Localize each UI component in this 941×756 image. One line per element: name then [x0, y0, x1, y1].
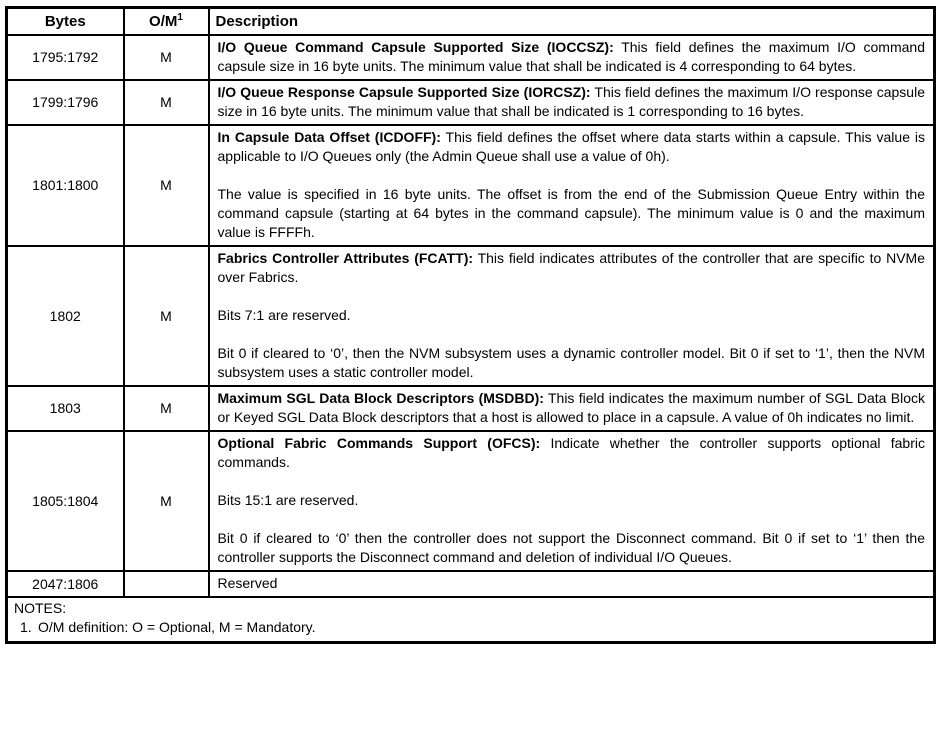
bytes-cell: 1805:1804: [7, 431, 124, 571]
description-cell: Reserved: [209, 571, 935, 597]
field-text: Indicate whether the controller supports optional fabric commands.: [217, 435, 925, 470]
description-paragraph: Bit 0 if cleared to ‘0’ then the controller does not support the Disconnect command. Bit 0 if set to ‘1’ then the controller supports the Disconnect command and deletion of individual I/O Queues.: [217, 530, 925, 565]
description-cell: [209, 35, 935, 80]
description-paragraph: [218, 38, 926, 76]
table-header-row: [7, 8, 935, 36]
om-cell: M: [124, 125, 209, 246]
om-cell: M: [124, 246, 209, 386]
bytes-cell: 1803: [7, 386, 124, 431]
om-cell: M: [124, 80, 209, 125]
bytes-cell: 1799:1796: [7, 80, 124, 125]
header-om-label: O/M: [149, 13, 178, 30]
table-row-icdoff: [7, 125, 935, 246]
om-footnote-marker: 1: [177, 12, 183, 23]
description-paragraph: Bits 15:1 are reserved.: [217, 492, 359, 508]
note-text: O/M definition: O = Optional, M = Mandatory.: [38, 619, 316, 635]
bytes-cell: 1802: [7, 246, 124, 386]
description-paragraph: [218, 434, 926, 472]
description-paragraph: [218, 389, 926, 427]
field-name: I/O Queue Response Capsule Supported Size (IORCSZ):: [217, 84, 591, 100]
bytes-cell: 2047:1806: [7, 571, 124, 597]
description-cell: [209, 386, 935, 431]
description-paragraph: Bit 0 if cleared to ‘0’, then the NVM subsystem uses a dynamic controller model. Bit 0 if set to ‘1’, then the NVM subsystem uses a static controller model.: [217, 345, 925, 380]
table-row-reserved: [7, 571, 935, 597]
notes-cell: [7, 597, 935, 643]
description-cell: [209, 246, 935, 386]
note-item: [14, 618, 927, 637]
table-row-iorcsz: [7, 80, 935, 125]
field-text: This field indicates attributes of the controller that are specific to NVMe over Fabrics.: [217, 250, 925, 285]
description-paragraph: [218, 83, 926, 121]
om-cell: [124, 571, 209, 597]
field-name: Fabrics Controller Attributes (FCATT):: [217, 250, 474, 266]
identify-controller-fields-table: [5, 6, 936, 644]
field-name: Optional Fabric Commands Support (OFCS):: [217, 435, 541, 451]
field-text: This field defines the offset where data starts within a capsule. This value is applicable to I/O Queues only (the Admin Queue shall use a value of 0h).: [217, 129, 925, 164]
note-number: 1.: [20, 619, 32, 635]
table-row-fcatt: [7, 246, 935, 386]
description-cell: [209, 431, 935, 571]
field-name: I/O Queue Command Capsule Supported Size (IOCCSZ):: [217, 39, 614, 55]
header-description: Description: [209, 8, 935, 36]
field-name: Maximum SGL Data Block Descriptors (MSDBD):: [217, 390, 544, 406]
header-om: [124, 8, 209, 36]
description-paragraph: [218, 249, 926, 287]
header-bytes: Bytes: [7, 8, 124, 36]
table-row-ofcs: [7, 431, 935, 571]
description-paragraph: [218, 128, 926, 166]
notes-label: NOTES:: [14, 600, 67, 616]
bytes-cell: 1801:1800: [7, 125, 124, 246]
bytes-cell: 1795:1792: [7, 35, 124, 80]
table-notes-row: [7, 597, 935, 643]
table-row-ioccsz: [7, 35, 935, 80]
table-row-msdbd: [7, 386, 935, 431]
description-paragraph: The value is specified in 16 byte units. The offset is from the end of the Submission Queue Entry within the command capsule (starting at 64 bytes in the command capsule). The minimum value is 0 and the maximum value is FFFFh.: [217, 186, 925, 240]
field-name: In Capsule Data Offset (ICDOFF):: [217, 129, 441, 145]
om-cell: M: [124, 386, 209, 431]
field-text: This field defines the maximum I/O command capsule size in 16 byte units. The minimum value that shall be indicated is 4 corresponding to 64 bytes.: [217, 39, 925, 74]
description-cell: [209, 125, 935, 246]
field-text: This field defines the maximum I/O response capsule size in 16 byte units. The minimum value that shall be indicated is 1 corresponding to 16 bytes.: [217, 84, 925, 119]
description-paragraph: Bits 7:1 are reserved.: [217, 307, 351, 323]
om-cell: M: [124, 35, 209, 80]
om-cell: M: [124, 431, 209, 571]
description-cell: [209, 80, 935, 125]
field-text: This field indicates the maximum number of SGL Data Block or Keyed SGL Data Block descriptors that a host is allowed to place in a capsule. A value of 0h indicates no limit.: [217, 390, 926, 425]
